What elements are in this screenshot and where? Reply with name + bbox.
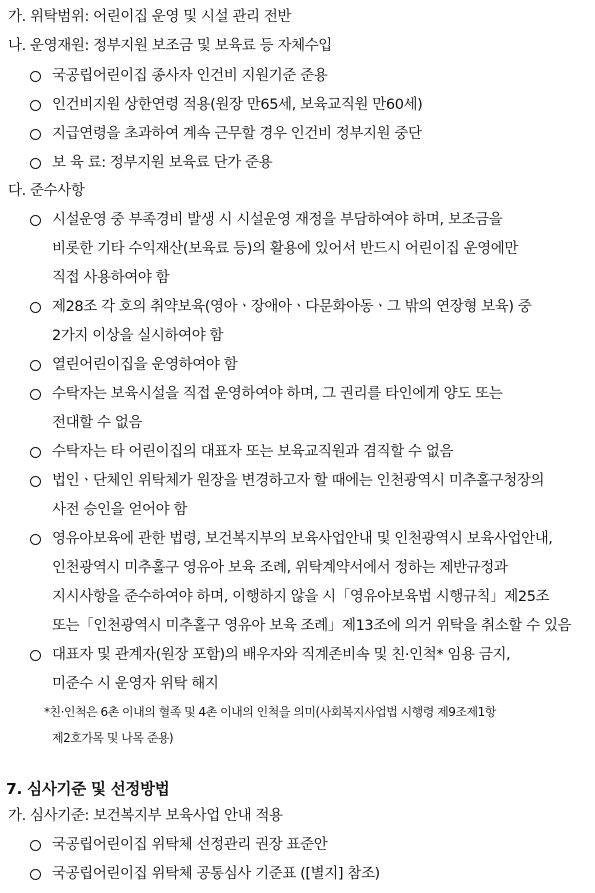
circle-bullet-icon bbox=[30, 476, 41, 487]
criteria-item: 국공립어린이집 위탁체 공통심사 기준표 ([별지] 참조) bbox=[52, 866, 380, 882]
compliance-item-line: 사전 승인을 얻어야 함 bbox=[52, 502, 188, 518]
circle-bullet-icon bbox=[30, 360, 41, 371]
compliance-item-line: 미준수 시 운영자 위탁 해지 bbox=[52, 676, 219, 692]
compliance-item-line: 직접 사용하여야 함 bbox=[52, 270, 170, 286]
compliance-item-line: 시설운영 중 부족경비 발생 시 시설운영 재정을 부담하여야 하며, 보조금을 bbox=[52, 212, 503, 228]
compliance-item-line: 또는「인천광역시 미추홀구 영유아 보육 조례」제13조에 의거 위탁을 취소할 수 있음 bbox=[52, 618, 572, 634]
compliance-item-line: 법인ㆍ단체인 위탁체가 원장을 변경하고자 할 때에는 인천광역시 미추홀구청장의 bbox=[52, 473, 545, 489]
circle-bullet-icon bbox=[30, 534, 41, 545]
circle-bullet-icon bbox=[30, 215, 41, 226]
funding-item: 인건비지원 상한연령 적용(원장 만65세, 보육교직원 만60세) bbox=[52, 97, 423, 113]
compliance-item-line: 비롯한 기타 수익재산(보육료 등)의 활용에 있어서 반드시 어린이집 운영에만 bbox=[52, 241, 519, 257]
circle-bullet-icon bbox=[30, 71, 41, 82]
compliance-item-line: 지시사항을 준수하여야 하며, 이행하지 않을 시「영유아보육법 시행규칙」제25조 bbox=[52, 589, 550, 605]
compliance-item-line: 영유아보육에 관한 법령, 보건복지부의 보육사업안내 및 인천광역시 보육사업안내, bbox=[52, 531, 553, 547]
circle-bullet-icon bbox=[30, 158, 41, 169]
funding-heading: 나. 운영재원: 정부지원 보조금 및 보육료 등 자체수입 bbox=[8, 38, 332, 54]
compliance-item-line: 2가지 이상을 실시하여야 함 bbox=[52, 328, 224, 344]
compliance-item-line: 열린어린이집을 운영하여야 함 bbox=[52, 357, 238, 373]
compliance-item-line: 전대할 수 없음 bbox=[52, 415, 143, 431]
circle-bullet-icon bbox=[30, 840, 41, 851]
criteria-item: 국공립어린이집 위탁체 선정관리 권장 표준안 bbox=[52, 837, 328, 853]
footnote-line: *친·인척은 6촌 이내의 혈족 및 4촌 이내의 인척을 의미(사회복지사업법 시행령 제9조제1항 bbox=[44, 705, 496, 719]
circle-bullet-icon bbox=[30, 869, 41, 880]
footnote-line: 제2호가목 및 나목 준용) bbox=[52, 731, 174, 745]
circle-bullet-icon bbox=[30, 389, 41, 400]
compliance-item-line: 수탁자는 보육시설을 직접 운영하여야 하며, 그 권리를 타인에게 양도 또는 bbox=[52, 386, 503, 402]
circle-bullet-icon bbox=[30, 650, 41, 661]
funding-item: 지급연령을 초과하여 계속 근무할 경우 인건비 정부지원 중단 bbox=[52, 126, 422, 142]
section-title: 7. 심사기준 및 선정방법 bbox=[6, 780, 170, 798]
compliance-item-line: 대표자 및 관계자(원장 포함)의 배우자와 직계존비속 및 친·인척* 임용 금지, bbox=[52, 647, 511, 663]
compliance-item-line: 제28조 각 호의 취약보육(영아ㆍ장애아ㆍ다문화아동ㆍ그 밖의 연장형 보육) 중 bbox=[52, 299, 532, 315]
circle-bullet-icon bbox=[30, 129, 41, 140]
funding-item: 국공립어린이집 종사자 인건비 지원기준 준용 bbox=[52, 68, 328, 84]
compliance-item-line: 수탁자는 타 어린이집의 대표자 또는 보육교직원과 겸직할 수 없음 bbox=[52, 444, 454, 460]
compliance-heading: 다. 준수사항 bbox=[8, 183, 85, 199]
funding-item: 보 육 료: 정부지원 보육료 단가 준용 bbox=[52, 155, 273, 171]
circle-bullet-icon bbox=[30, 447, 41, 458]
criteria-heading: 가. 심사기준: 보건복지부 보육사업 안내 적용 bbox=[8, 808, 283, 824]
circle-bullet-icon bbox=[30, 302, 41, 313]
compliance-item-line: 인천광역시 미추홀구 영유아 보육 조례, 위탁계약서에서 정하는 제반규정과 bbox=[52, 560, 508, 576]
scope-line: 가. 위탁범위: 어린이집 운영 및 시설 관리 전반 bbox=[8, 9, 292, 25]
circle-bullet-icon bbox=[30, 100, 41, 111]
